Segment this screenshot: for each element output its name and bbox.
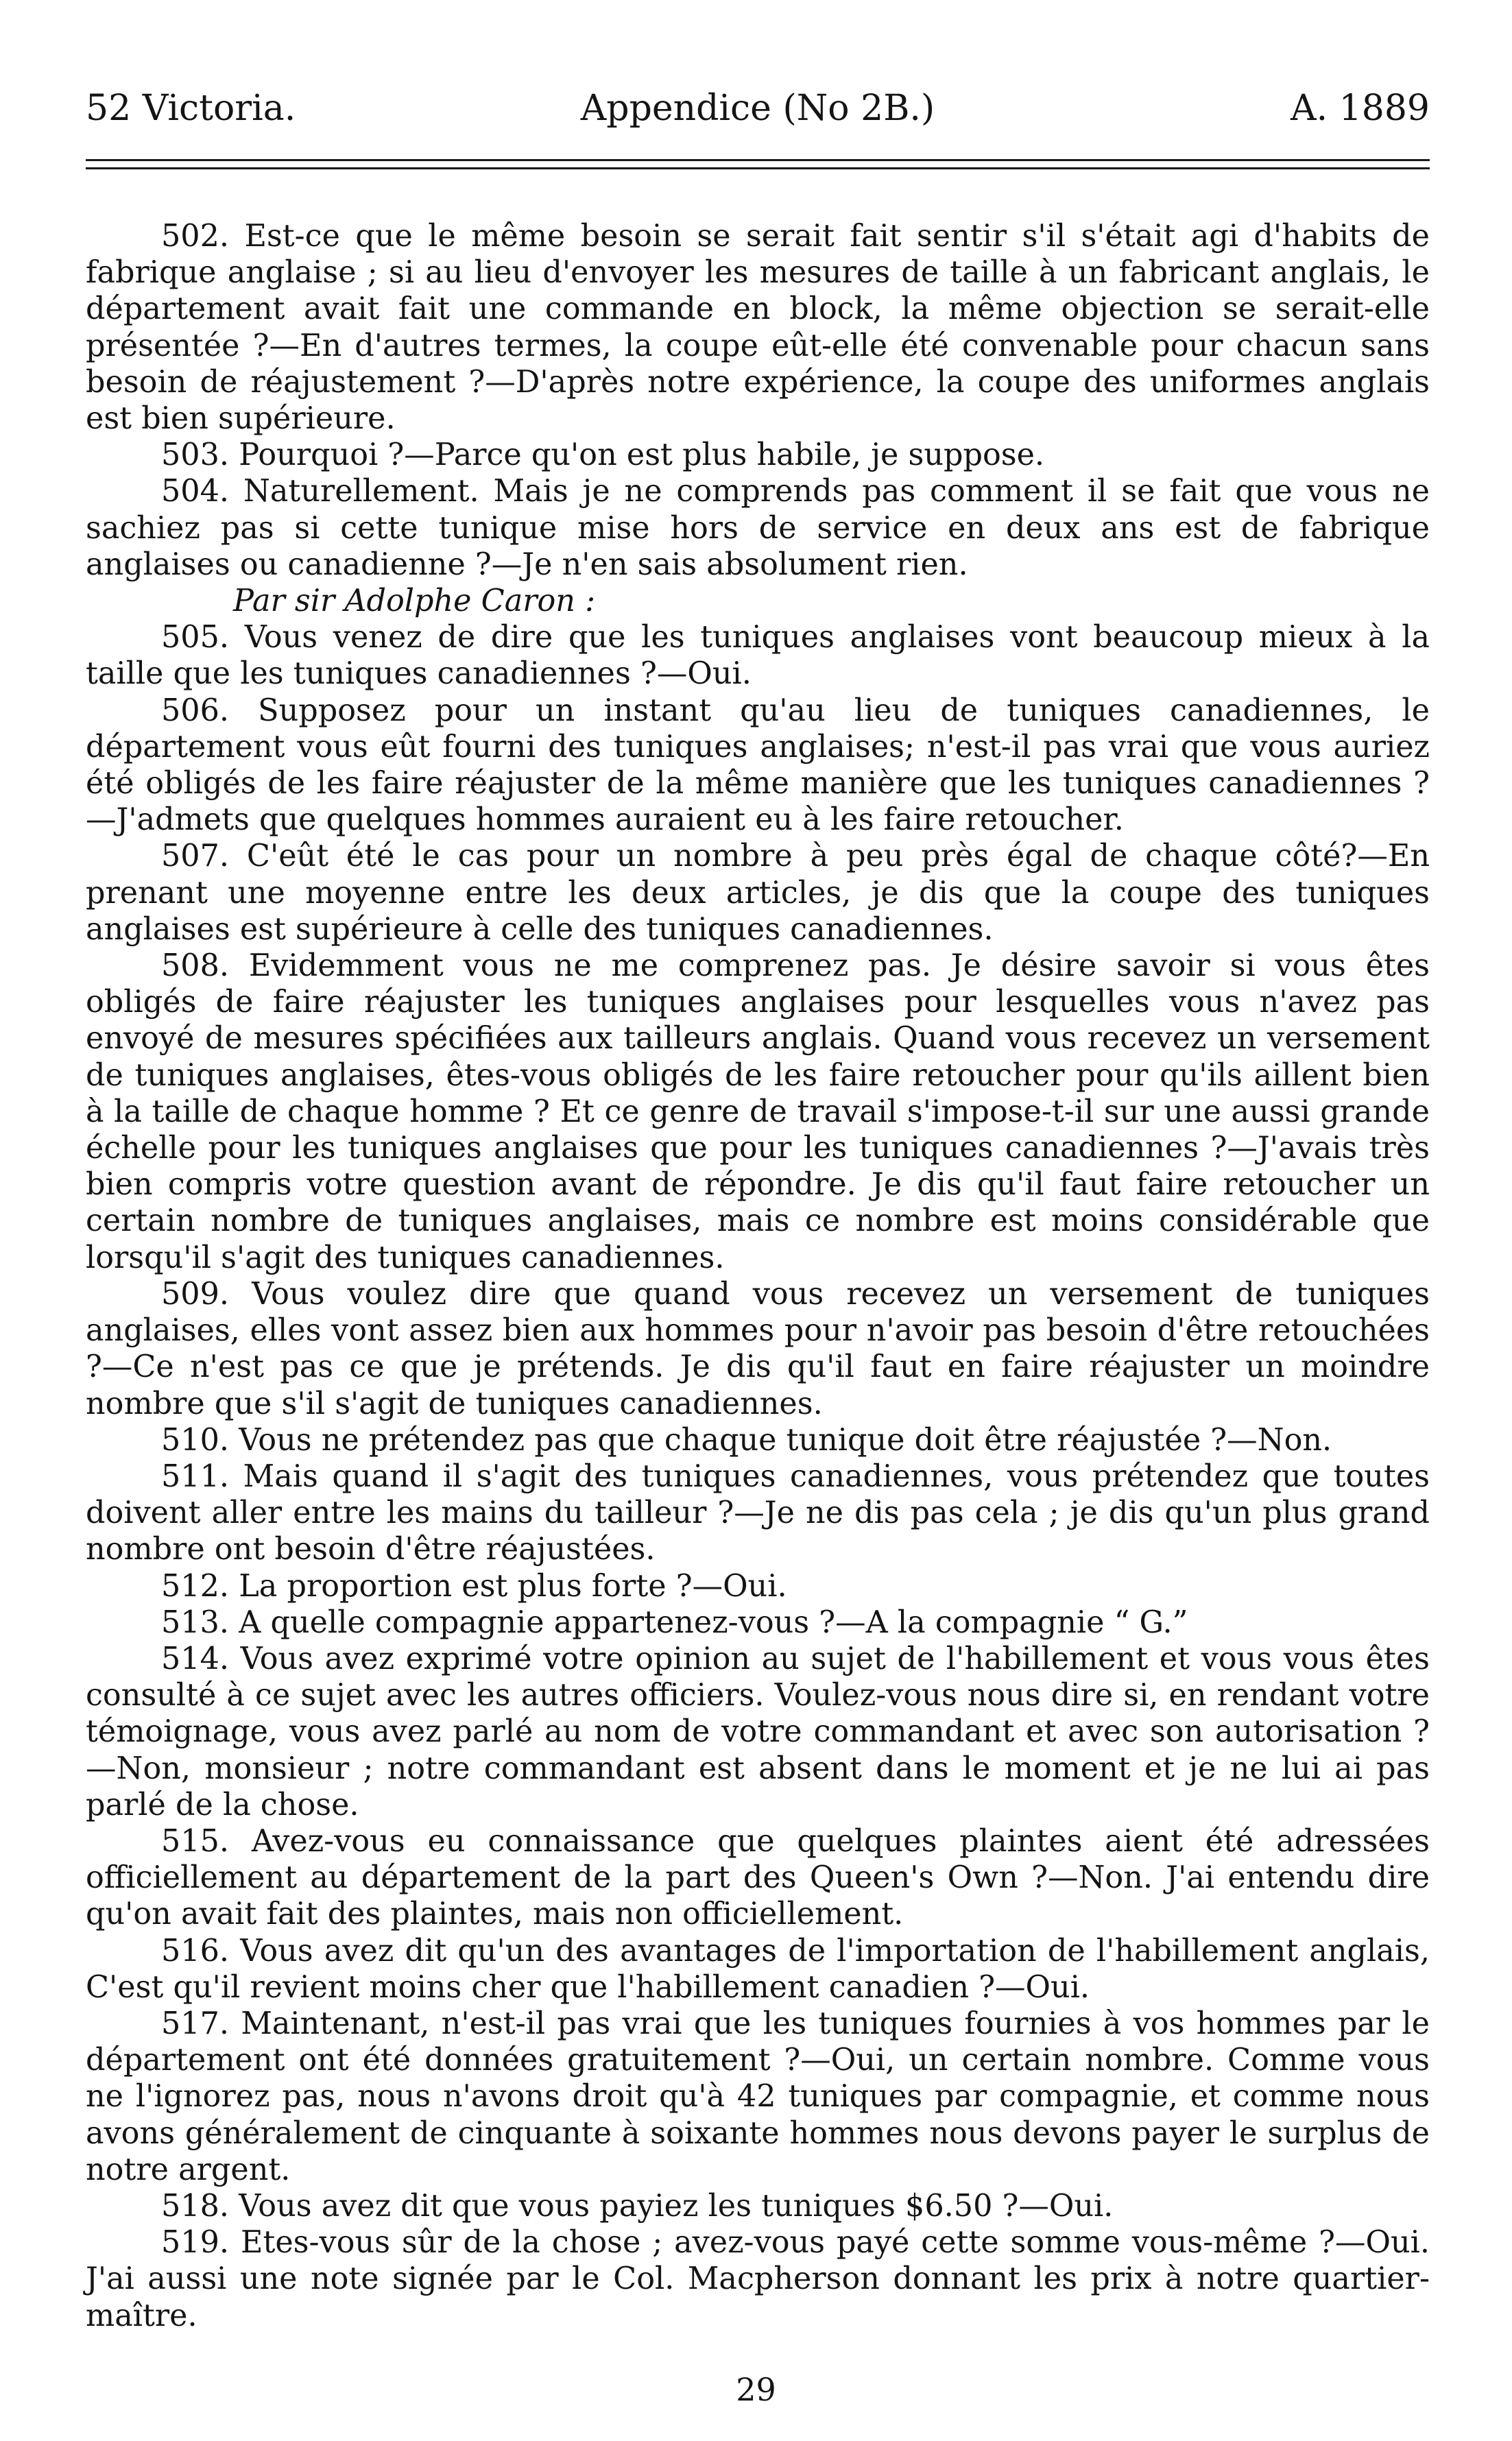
paragraph-505: 505. Vous venez de dire que les tuniques anglaises vont beaucoup mieux à la taille que les tuniques canadiennes ?—Oui.: [86, 620, 1430, 692]
paragraph-514: 514. Vous avez exprimé votre opinion au sujet de l'habillement et vous vous êtes consulté à ce sujet avec les autres officiers. Voulez-vous nous dire si, en rendant votre témoignage, vous avez parlé au nom de votre commandant et avec son autorisation ?—Non, monsieur ; notre commandant est absent dans le moment et je ne lui ai pas parlé de la chose.: [86, 1641, 1430, 1823]
paragraph-511: 511. Mais quand il s'agit des tuniques canadiennes, vous prétendez que toutes doivent aller entre les mains du tailleur ?—Je ne dis pas cela ; je dis qu'un plus grand nombre ont besoin d'être réajustées.: [86, 1458, 1430, 1567]
paragraph-519: 519. Etes-vous sûr de la chose ; avez-vous payé cette somme vous-même ?—Oui. J'ai aussi une note signée par le Col. Macpherson donnant les prix à notre quartier-maître.: [86, 2225, 1430, 2333]
speaker-subheading: Par sir Adolphe Caron :: [233, 584, 596, 619]
paragraph-503: 503. Pourquoi ?—Parce qu'on est plus habile, je suppose.: [161, 437, 1045, 473]
paragraph-502: 502. Est-ce que le même besoin se serait fait sentir s'il s'était agi d'habits de fabrique anglaise ; si au lieu d'envoyer les mesures de taille à un fabricant anglais, le département avait fait une commande en block, la même objection se serait-elle présentée ?—En d'autres termes, la coupe eût-elle été convenable pour chacun sans besoin de réajustement ?—D'après notre expérience, la coupe des uniformes anglais est bien supérieure.: [86, 219, 1430, 437]
paragraph-512: 512. La proportion est plus forte ?—Oui.: [161, 1568, 787, 1604]
page-number: 29: [736, 2371, 776, 2408]
paragraph-508: 508. Evidemment vous ne me comprenez pas. Je désire savoir si vous êtes obligés de faire réajuster les tuniques anglaises pour lesquelles vous n'avez pas envoyé de mesures spécifiées aux tailleurs anglais. Quand vous recevez un versement de tuniques anglaises, êtes-vous obligés de les faire retoucher pour qu'ils aillent bien à la taille de chaque homme ? Et ce genre de travail s'impose-t-il sur une aussi grande échelle pour les tuniques anglaises que pour les tuniques canadiennes ?—J'avais très bien compris votre question avant de répondre. Je dis qu'il faut faire retoucher un certain nombre de tuniques anglaises, mais ce nombre est moins considérable que lorsqu'il s'agit des tuniques canadiennes.: [86, 948, 1430, 1275]
header-rule-bottom: [86, 167, 1430, 169]
header-appendix: Appendice (No 2B.): [580, 88, 935, 129]
paragraph-509: 509. Vous voulez dire que quand vous recevez un versement de tuniques anglaises, elles vont assez bien aux hommes pour n'avoir pas besoin d'être retouchées ?—Ce n'est pas ce que je prétends. Je dis qu'il faut en faire réajuster un moindre nombre que s'il s'agit de tuniques canadiennes.: [86, 1276, 1430, 1421]
paragraph-517: 517. Maintenant, n'est-il pas vrai que les tuniques fournies à vos hommes par le département ont été données gratuitement ?—Oui, un certain nombre. Comme vous ne l'ignorez pas, nous n'avons droit qu'à 42 tuniques par compagnie, et comme nous avons généralement de cinquante à soixante hommes nous devons payer le surplus de notre argent.: [86, 2006, 1430, 2187]
paragraph-507: 507. C'eût été le cas pour un nombre à peu près égal de chaque côté?—En prenant une moyenne entre les deux articles, je dis que la coupe des tuniques anglaises est supérieure à celle des tuniques canadiennes.: [86, 839, 1430, 947]
paragraph-513: 513. A quelle compagnie appartenez-vous ?—A la compagnie “ G.”: [161, 1604, 1188, 1640]
header-year: A. 1889: [1291, 88, 1430, 129]
paragraph-516: 516. Vous avez dit qu'un des avantages de l'importation de l'habillement anglais, C'est qu'il revient moins cher que l'habillement canadien ?—Oui.: [86, 1933, 1430, 2005]
header-rule-top: [86, 159, 1430, 161]
paragraph-518: 518. Vous avez dit que vous payiez les tuniques $6.50 ?—Oui.: [161, 2188, 1114, 2224]
paragraph-515: 515. Avez-vous eu connaissance que quelques plaintes aient été adressées officiellement au département de la part des Queen's Own ?—Non. J'ai entendu dire qu'on avait fait des plaintes, mais non officiellement.: [86, 1823, 1430, 1932]
paragraph-510: 510. Vous ne prétendez pas que chaque tunique doit être réajustée ?—Non.: [161, 1422, 1332, 1458]
header-session: 52 Victoria.: [86, 88, 296, 129]
running-header: [86, 81, 1430, 136]
paragraph-504: 504. Naturellement. Mais je ne comprends pas comment il se fait que vous ne sachiez pas si cette tunique mise hors de service en deux ans est de fabrique anglaises ou canadienne ?—Je n'en sais absolument rien.: [86, 474, 1430, 582]
testimony-text: [86, 218, 1430, 2334]
paragraph-506: 506. Supposez pour un instant qu'au lieu de tuniques canadiennes, le département vous eût fourni des tuniques anglaises; n'est-il pas vrai que vous auriez été obligés de les faire réajuster de la même manière que les tuniques canadiennes ?—J'admets que quelques hommes auraient eu à les faire retoucher.: [86, 693, 1430, 838]
